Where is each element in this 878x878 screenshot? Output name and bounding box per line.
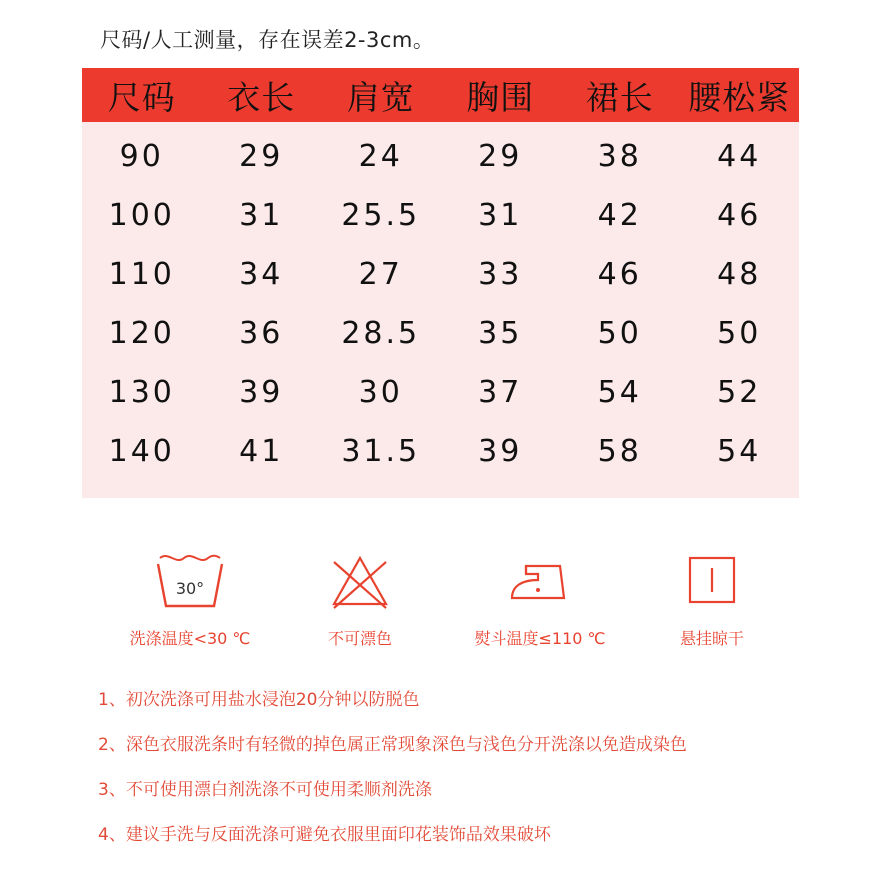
table-cell: 25.5: [341, 198, 421, 233]
header-skirt-length: 裙长: [585, 77, 654, 117]
no-bleach-icon: [324, 552, 396, 610]
tip-item: 2、深色衣服洗条时有轻微的掉色属正常现象深色与浅色分开洗涤以免造成染色: [98, 735, 687, 755]
care-instructions: [0, 552, 878, 662]
header-chest: 胸围: [466, 77, 535, 117]
table-cell: 31: [239, 198, 284, 233]
table-cell: 29: [239, 139, 284, 174]
table-cell: 34: [239, 257, 284, 292]
header-waist: 腰松紧: [688, 77, 791, 117]
washing-tips: [98, 688, 858, 868]
care-item-iron: [450, 552, 630, 649]
table-cell: 46: [597, 257, 642, 292]
table-cell: 100: [108, 198, 175, 233]
header-shoulder: 肩宽: [346, 77, 415, 117]
table-cell: 31.5: [341, 434, 421, 469]
table-cell: 31: [478, 198, 523, 233]
care-label-hang-dry: 悬挂晾干: [679, 629, 744, 648]
hang-dry-icon: [676, 552, 748, 610]
table-cell: 38: [597, 139, 642, 174]
wash-temp-text: 30°: [175, 579, 205, 598]
table-cell: 140: [108, 434, 175, 469]
care-item-hang-dry: [622, 552, 802, 649]
table-cell: 41: [239, 434, 284, 469]
table-row: [82, 186, 799, 245]
table-cell: 50: [717, 316, 762, 351]
table-cell: 36: [239, 316, 284, 351]
table-cell: 58: [597, 434, 642, 469]
table-row: [82, 127, 799, 186]
tip-item: 1、初次洗涤可用盐水浸泡20分钟以防脱色: [98, 690, 420, 710]
table-cell: 24: [358, 139, 403, 174]
header-length: 衣长: [227, 77, 296, 117]
table-row: [82, 304, 799, 363]
iron-icon: [504, 552, 576, 610]
table-cell: 52: [717, 375, 762, 410]
table-cell: 130: [108, 375, 175, 410]
table-cell: 120: [108, 316, 175, 351]
size-table-body: [82, 122, 799, 481]
table-cell: 54: [717, 434, 762, 469]
table-row: [82, 363, 799, 422]
table-cell: 50: [597, 316, 642, 351]
measurement-note: 尺码/人工测量，存在误差2-3cm。: [100, 28, 435, 52]
table-cell: 28.5: [341, 316, 421, 351]
table-cell: 27: [358, 257, 403, 292]
table-cell: 37: [478, 375, 523, 410]
table-cell: 42: [597, 198, 642, 233]
table-cell: 33: [478, 257, 523, 292]
table-cell: 44: [717, 139, 762, 174]
size-table: [82, 68, 799, 498]
care-label-no-bleach: 不可漂色: [327, 629, 392, 648]
header-size: 尺码: [107, 77, 176, 117]
table-cell: 48: [717, 257, 762, 292]
tip-item: 3、不可使用漂白剂洗涤不可使用柔顺剂洗涤: [98, 780, 432, 800]
tip-item: 4、建议手洗与反面洗涤可避免衣服里面印花装饰品效果破坏: [98, 825, 551, 845]
care-label-wash: 洗涤温度<30 ℃: [129, 629, 251, 648]
care-item-no-bleach: [270, 552, 450, 649]
table-cell: 35: [478, 316, 523, 351]
table-row: [82, 422, 799, 481]
table-cell: 30: [358, 375, 403, 410]
size-table-header: [82, 68, 799, 122]
table-cell: 46: [717, 198, 762, 233]
wash-30-icon: [154, 552, 226, 610]
care-item-wash: [100, 552, 280, 649]
table-cell: 39: [478, 434, 523, 469]
table-cell: 39: [239, 375, 284, 410]
table-cell: 90: [119, 139, 164, 174]
table-row: [82, 245, 799, 304]
table-cell: 54: [597, 375, 642, 410]
care-label-iron: 熨斗温度≤110 ℃: [474, 629, 606, 648]
table-cell: 29: [478, 139, 523, 174]
table-cell: 110: [108, 257, 175, 292]
